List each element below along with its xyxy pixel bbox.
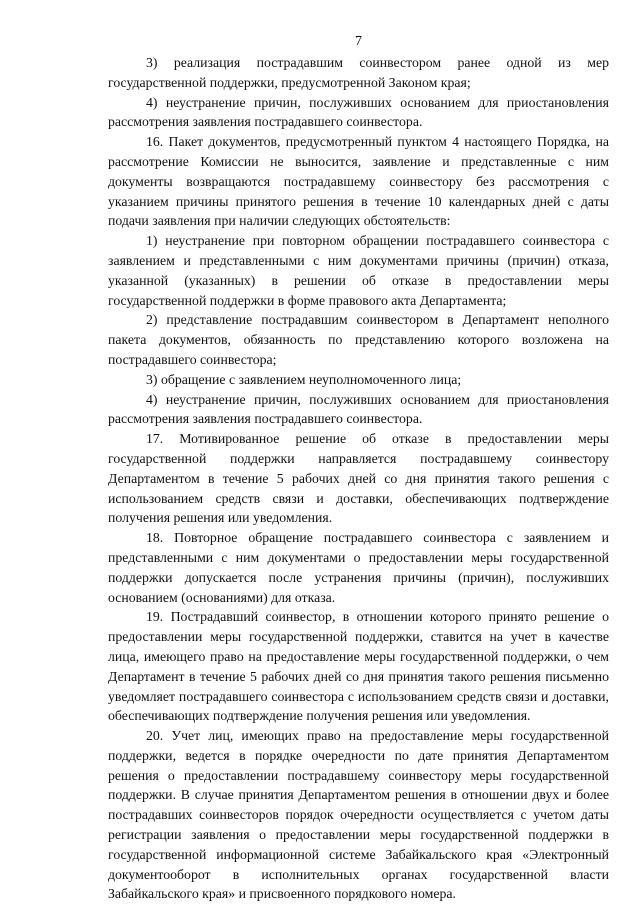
paragraph-section-19: 19. Пострадавший соинвестор, в отношении которого принято решение о предоставлении меры государственной поддержки, ставится на учет в качестве лица, имеющего право на предоставление меры государственной поддержки, о чем Департамент в течение 5 рабочих дней со дня принятия такого решения письменно уведомляет пострадавшего соинвестора с использованием средств связи и доставки, обеспечивающих подтверждение получения решения или уведомления. xyxy=(108,609,609,724)
paragraph-section-16: 16. Пакет документов, предусмотренный пунктом 4 настоящего Порядка, на рассмотрение Комиссии не выносится, заявление и представленные с ним документы возвращаются пострадавшему соинвестору без рассмотрения с указанием причины принятого решения в течение 10 календарных дней с даты подачи заявления при наличии следующих обстоятельств: xyxy=(108,134,609,229)
paragraph-16-item-2: 2) представление пострадавшим соинвестором в Департамент неполного пакета документов, обязанность по представлению которого возложена на пострадавшего соинвестора; xyxy=(108,312,609,367)
paragraph-section-20: 20. Учет лиц, имеющих право на предоставление меры государственной поддержки, ведется в порядке очередности по дате принятия Департаментом решения о предоставлении пострадавшему соинвестору меры государственной поддержки. В случае принятия Департаментом решения в отношении двух и более пострадавших соинвесторов порядок очередности осуществляется с учетом даты регистрации заявления о предоставлении меры государственной поддержки в государственной информационной системе Забайкальского края «Электронный документооборот в исполнительных органах государственной власти Забайкальского края» и присвоенного порядкового номера. xyxy=(108,728,609,902)
paragraph-section-18: 18. Повторное обращение пострадавшего соинвестора с заявлением и представленными с ним документами о предоставлении меры государственной поддержки допускается после устранения причины (причин), послуживших основанием (основаниями) для отказа. xyxy=(108,530,609,605)
paragraph-section-17: 17. Мотивированное решение об отказе в предоставлении меры государственной поддержки направляется пострадавшему соинвестору Департаментом в течение 5 рабочих дней со дня принятия такого решения с использованием средств связи и доставки, обеспечивающих подтверждение получения решения или уведомления. xyxy=(108,431,609,526)
paragraph-item-3-clause: 3) реализация пострадавшим соинвестором ранее одной из мер государственной поддержки, предусмотренной Законом края; xyxy=(108,55,609,90)
paragraph-16-item-4: 4) неустранение причин, послуживших основанием для приостановления рассмотрения заявления пострадавшего соинвестора. xyxy=(108,391,609,427)
paragraph-item-4-clause: 4) неустранение причин, послуживших основанием для приостановления рассмотрения заявления пострадавшего соинвестора. xyxy=(108,94,609,130)
paragraph-16-item-3: 3) обращение с заявлением неуполномоченного лица; xyxy=(146,371,462,387)
page-number: 7 xyxy=(355,34,362,49)
paragraph-16-item-1: 1) неустранение при повторном обращении пострадавшего соинвестора с заявлением и представленными с ним документами причины (причин) отказа, указанной (указанных) в решении об отказе в предоставлении меры государственной поддержки в форме правового акта Департамента; xyxy=(108,233,609,308)
